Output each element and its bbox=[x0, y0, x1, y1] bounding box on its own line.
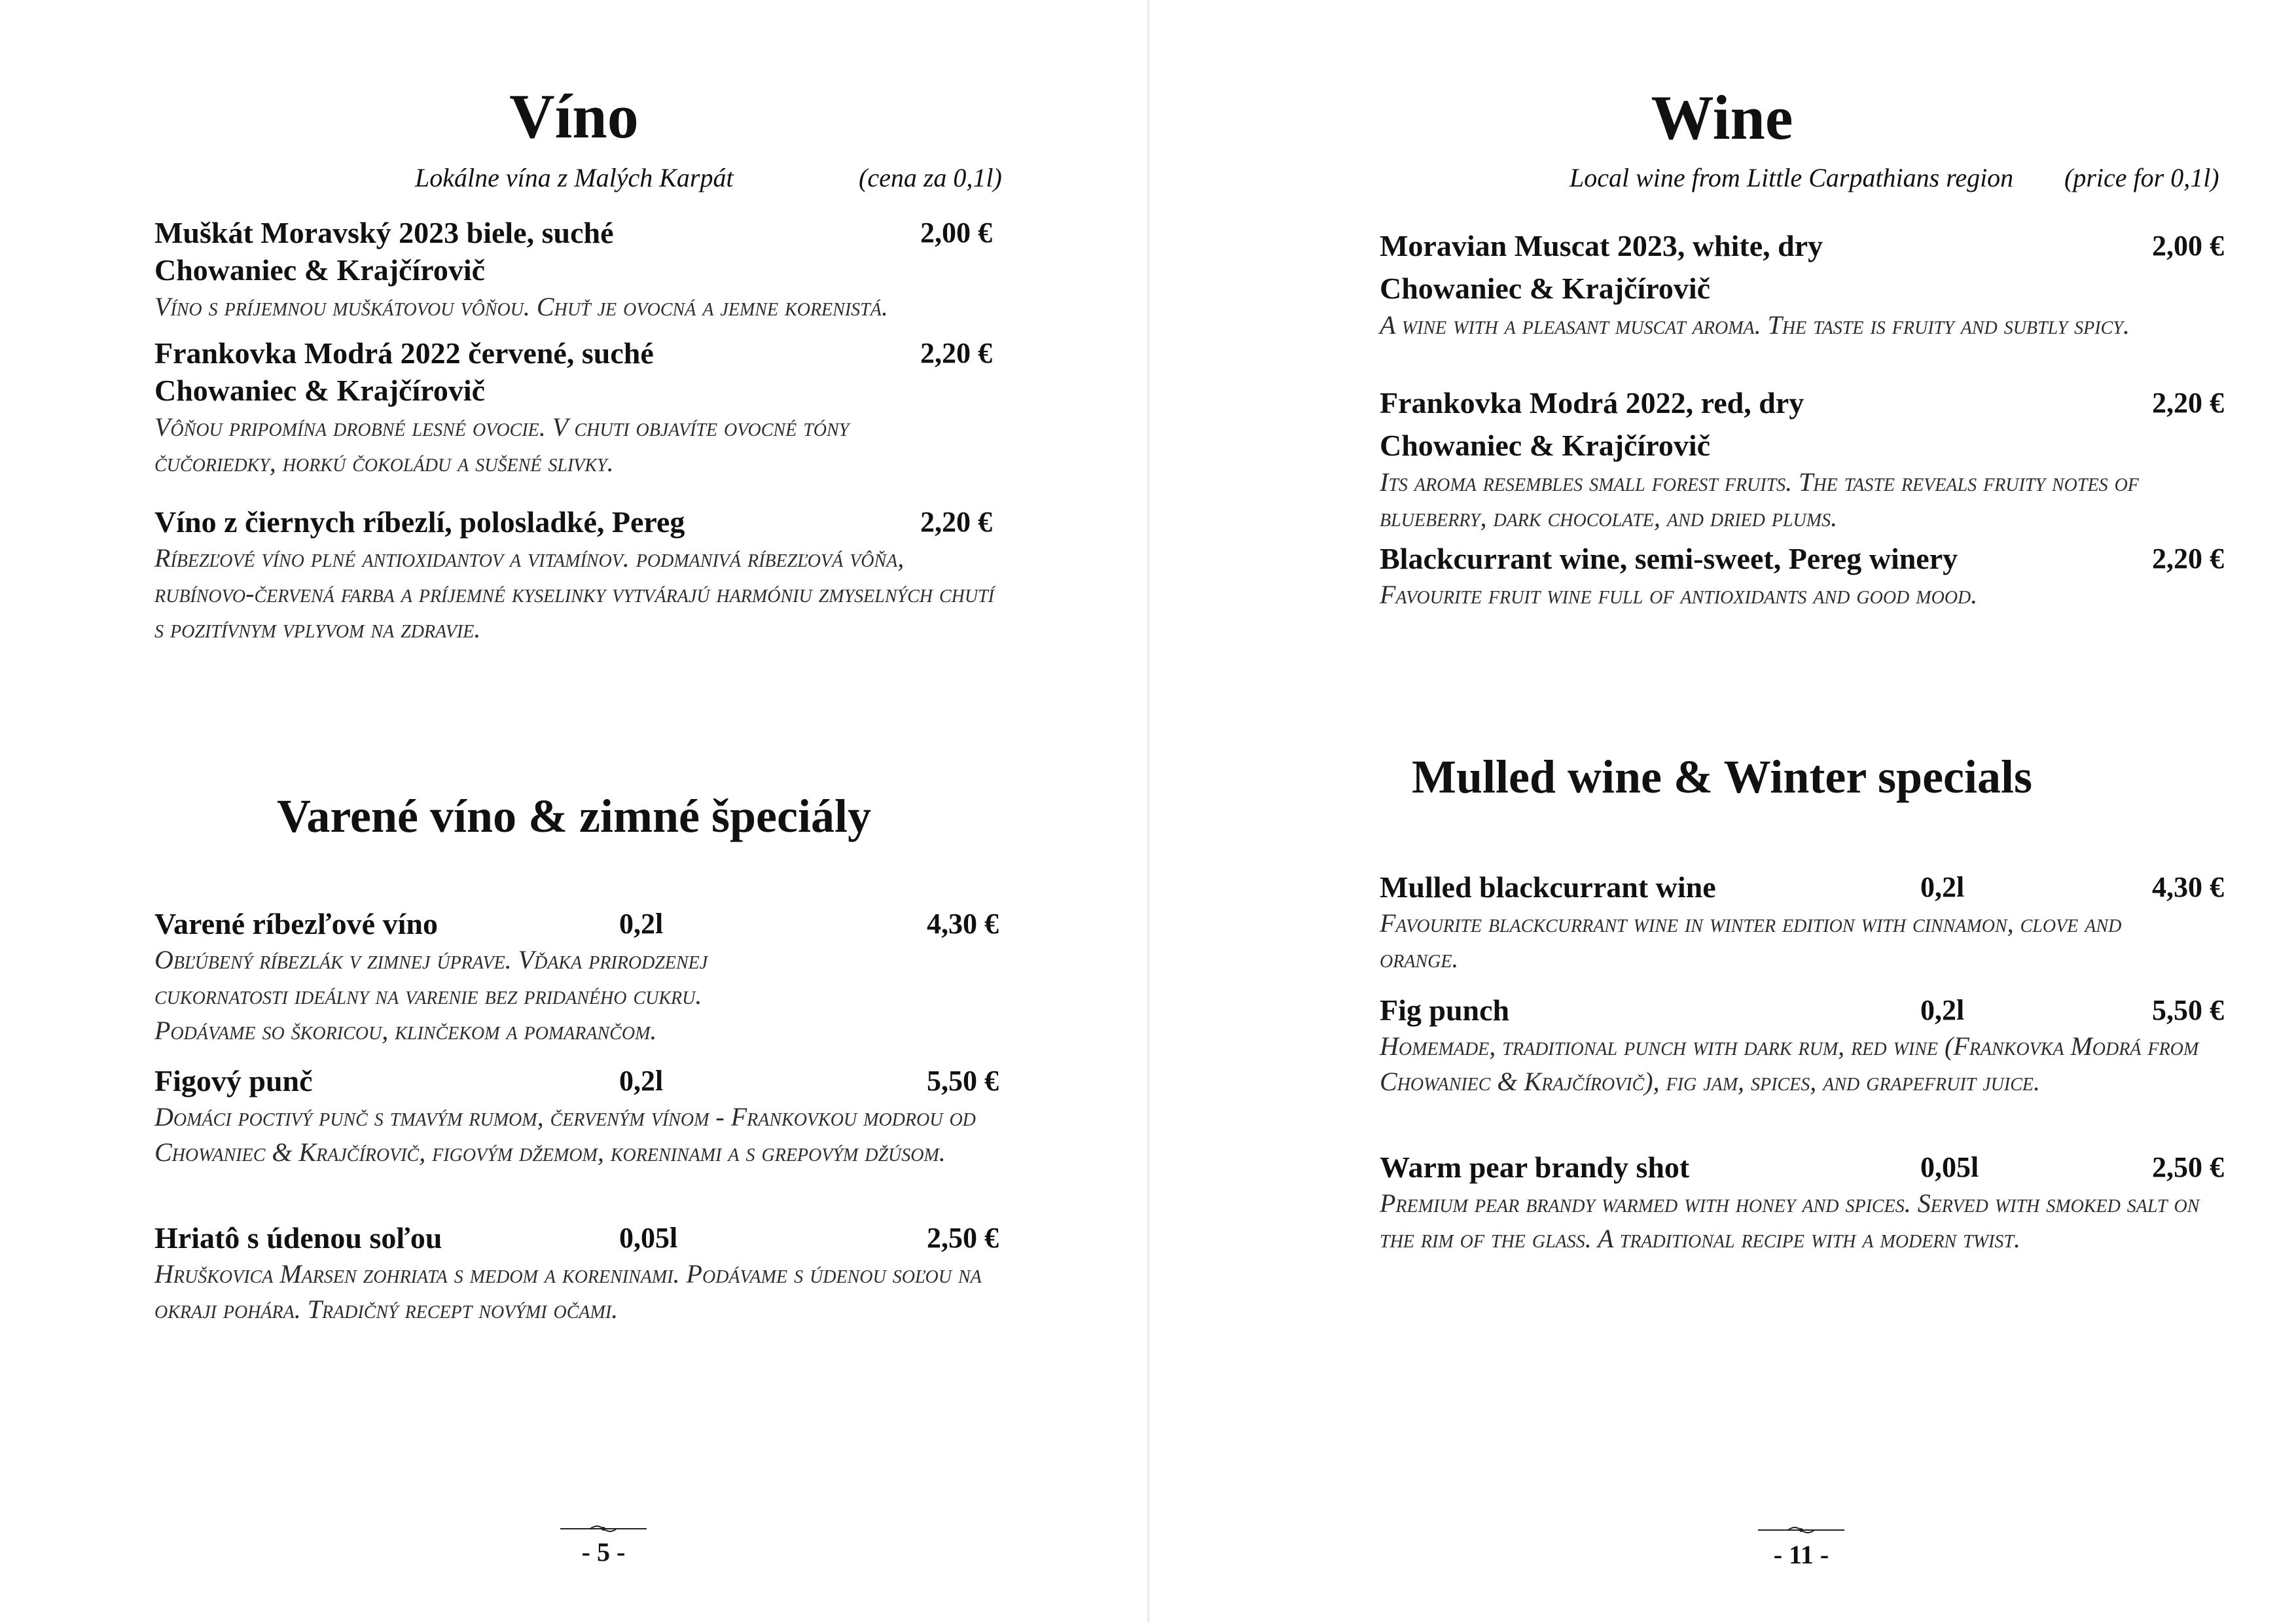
special-description: Domáci poctivý punč s tmavým rumom, červeným vínom - Frankovkou modrou od Chowaniec & Krajčírovič, figovým džemom, koreninami a s grepovým džúsom. bbox=[154, 1102, 976, 1167]
special-description: Homemade, traditional punch with dark rum, red wine (Frankovka Modrá from Chowaniec & Krajčírovič), fig jam, spices, and grapefruit juice. bbox=[1380, 1031, 2199, 1096]
special-item bbox=[1380, 1149, 2224, 1257]
special-volume: 0,2l bbox=[619, 1065, 664, 1097]
special-volume: 0,2l bbox=[1920, 994, 1965, 1026]
wine-producer: Chowaniec & Krajčírovič bbox=[154, 253, 486, 287]
special-name: Warm pear brandy shot bbox=[1380, 1150, 1690, 1184]
special-volume: 0,2l bbox=[619, 908, 664, 940]
wine-name: Frankovka Modrá 2022 červené, suché bbox=[154, 336, 654, 370]
page-number: - 5 - bbox=[581, 1537, 626, 1567]
special-price: 2,50 € bbox=[2152, 1151, 2224, 1183]
wine-description: Its aroma resembles small forest fruits. The taste reveals fruity notes of blueberry, dark chocolate, and dried plums. bbox=[1380, 467, 2139, 532]
page-title: Víno bbox=[509, 81, 639, 151]
wine-item bbox=[154, 215, 992, 325]
wine-price: 2,00 € bbox=[2152, 230, 2224, 262]
wine-item bbox=[154, 335, 992, 480]
special-item bbox=[154, 1063, 999, 1170]
special-price: 5,50 € bbox=[927, 1065, 999, 1097]
price-note: (cena za 0,1l) bbox=[859, 163, 1002, 192]
wine-price: 2,00 € bbox=[920, 217, 992, 249]
wine-description: A wine with a pleasant muscat aroma. The taste is fruity and subtly spicy. bbox=[1380, 310, 2130, 340]
ornament-divider bbox=[1755, 1524, 1847, 1537]
special-item bbox=[154, 906, 999, 1048]
section-title: Mulled wine & Winter specials bbox=[1411, 751, 2033, 803]
wine-subtitle: Local wine from Little Carpathians region bbox=[1570, 163, 2014, 192]
wine-description: Vôňou pripomína drobné lesné ovocie. V chuti objavíte ovocné tóny čučoriedky, horkú čokoládu a sušené slivky. bbox=[154, 412, 850, 477]
wine-item bbox=[154, 504, 992, 647]
special-name: Figový punč bbox=[154, 1064, 313, 1097]
special-description: Obľúbený ríbezlák v zimnej úprave. Vďaka prirodzenej cukornatosti ideálny na varenie bez pridaného cukru. Podávame so škoricou, klinčekom a pomarančom. bbox=[154, 945, 708, 1045]
special-name: Fig punch bbox=[1380, 993, 1510, 1027]
wine-description: Favourite fruit wine full of antioxidants and good mood. bbox=[1380, 580, 1978, 609]
wine-name: Blackcurrant wine, semi-sweet, Pereg winery bbox=[1380, 542, 1958, 575]
special-item bbox=[1380, 869, 2224, 976]
special-price: 5,50 € bbox=[2152, 994, 2224, 1026]
special-volume: 0,05l bbox=[1920, 1151, 1979, 1183]
wine-item bbox=[1380, 541, 2224, 613]
special-price: 4,30 € bbox=[2152, 871, 2224, 903]
wine-price: 2,20 € bbox=[2152, 543, 2224, 575]
special-price: 2,50 € bbox=[927, 1222, 999, 1254]
wine-price: 2,20 € bbox=[2152, 387, 2224, 419]
special-name: Hriatô s údenou soľou bbox=[154, 1221, 442, 1255]
special-item bbox=[1380, 992, 2224, 1099]
wine-producer: Chowaniec & Krajčírovič bbox=[1380, 272, 1711, 305]
section-title: Varené víno & zimné špeciály bbox=[277, 790, 871, 842]
ornament-divider bbox=[558, 1522, 649, 1535]
wine-description: Ríbezľové víno plné antioxidantov a vitamínov. podmanivá ríbezľová vôňa, rubínovo-červená farba a príjemné kyselinky vytvárajú harmóniu zmyselných chutí s pozitívnym vplyvom na zdravie. bbox=[154, 543, 994, 643]
page-number: - 11 - bbox=[1773, 1540, 1829, 1569]
wine-price: 2,20 € bbox=[920, 337, 992, 369]
special-volume: 0,2l bbox=[1920, 871, 1965, 903]
wine-producer: Chowaniec & Krajčírovič bbox=[154, 374, 486, 407]
special-description: Premium pear brandy warmed with honey and spices. Served with smoked salt on the rim of the glass. A traditional recipe with a modern twist. bbox=[1380, 1188, 2200, 1253]
wine-item bbox=[1380, 385, 2224, 535]
price-note: (price for 0,1l) bbox=[2064, 163, 2219, 192]
special-description: Hruškovica Marsen zohriata s medom a koreninami. Podávame s údenou soľou na okraji pohára. Tradičný recept novými očami. bbox=[154, 1259, 982, 1324]
wine-item bbox=[1380, 228, 2224, 343]
right-page bbox=[1148, 0, 2296, 1623]
page-title: Wine bbox=[1651, 82, 1793, 152]
special-price: 4,30 € bbox=[927, 908, 999, 940]
special-name: Varené ríbezľové víno bbox=[154, 907, 438, 940]
wine-name: Víno z čiernych ríbezlí, polosladké, Pereg bbox=[154, 505, 685, 539]
special-volume: 0,05l bbox=[619, 1222, 678, 1254]
wine-subtitle: Lokálne vína z Malých Karpát bbox=[415, 163, 734, 192]
wine-name: Frankovka Modrá 2022, red, dry bbox=[1380, 386, 1804, 419]
wine-name: Muškát Moravský 2023 biele, suché bbox=[154, 216, 614, 249]
special-name: Mulled blackcurrant wine bbox=[1380, 870, 1716, 904]
special-item bbox=[154, 1220, 999, 1327]
wine-price: 2,20 € bbox=[920, 506, 992, 538]
special-description: Favourite blackcurrant wine in winter edition with cinnamon, clove and orange. bbox=[1380, 908, 2122, 973]
wine-description: Víno s príjemnou muškátovou vôňou. Chuť je ovocná a jemne korenistá. bbox=[154, 292, 888, 321]
wine-name: Moravian Muscat 2023, white, dry bbox=[1380, 229, 1823, 262]
wine-producer: Chowaniec & Krajčírovič bbox=[1380, 429, 1711, 462]
